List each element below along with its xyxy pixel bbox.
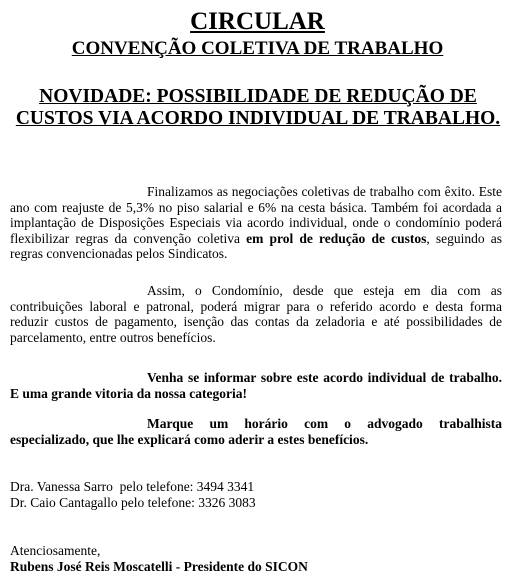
paragraph-negotiations-emphasis: em prol de redução de custos xyxy=(246,230,427,246)
document-title: CIRCULAR xyxy=(190,8,325,35)
signature: Rubens José Reis Moscatelli - Presidente do SICON xyxy=(10,559,308,574)
contact-line: Dr. Caio Cantagallo pelo telefone: 3326 3083 xyxy=(10,495,256,510)
paragraph-invitation: Venha se informar sobre este acordo individual de trabalho. E uma grande vitoria da nossa categoria! xyxy=(10,370,502,401)
news-headline: NOVIDADE: POSSIBILIDADE DE REDUÇÃO DE CUSTOS VIA ACORDO INDIVIDUAL DE TRABALHO. xyxy=(15,86,501,129)
paragraph-negotiations xyxy=(10,184,502,262)
document-subtitle: CONVENÇÃO COLETIVA DE TRABALHO xyxy=(71,38,444,59)
closing xyxy=(10,543,308,575)
salutation: Atenciosamente, xyxy=(10,543,101,558)
contact-list xyxy=(10,479,256,511)
contact-line: Dra. Vanessa Sarro pelo telefone: 3494 3341 xyxy=(10,479,255,494)
paragraph-appointment: Marque um horário com o advogado trabalhista especializado, que lhe explicará como aderir a estes benefícios. xyxy=(10,416,502,447)
paragraph-condominium: Assim, o Condomínio, desde que esteja em dia com as contribuições laboral e patronal, poderá migrar para o referido acordo e desta forma reduzir custos de pagamento, isenção das contas da zeladoria e até possibilidades de parcelamento, entre outros benefícios. xyxy=(10,283,502,345)
paragraph-negotiations-text: Finalizamos as negociações coletivas de trabalho com êxito. Este ano com reajuste de 5,3% no piso salarial e 6% na cesta básica. Também foi acordada a implantação de Disposições Especiais via acordo individual, onde o condomínio poderá flexibilizar regras da convenção coletiva xyxy=(10,184,502,246)
paragraph-negotiations-end: , seguindo as regras convencionadas pelos Sindicatos. xyxy=(10,230,502,261)
